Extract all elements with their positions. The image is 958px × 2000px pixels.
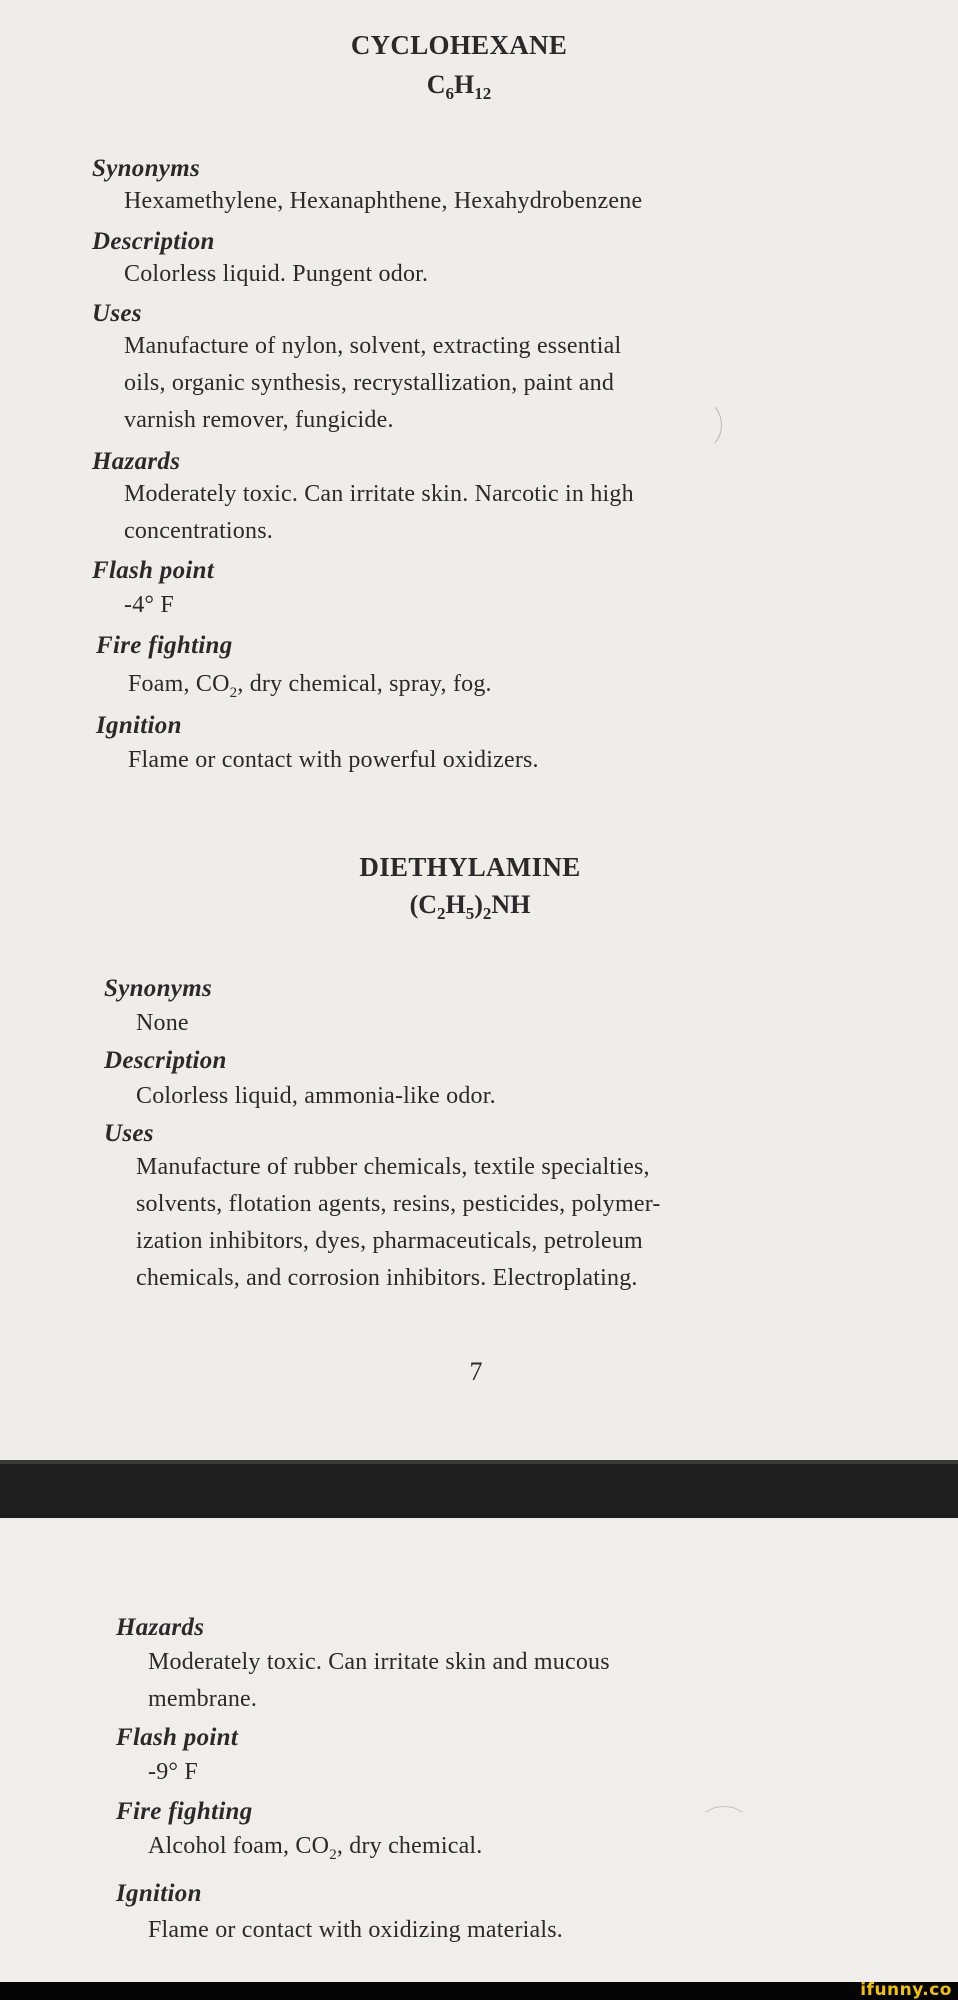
fire-fighting-text: Alcohol foam, $CO_2$, dry chemical.	[148, 1833, 483, 1863]
ignition-heading: Ignition	[116, 1880, 202, 1907]
hazards-heading: Hazards	[116, 1614, 205, 1641]
synonyms-text: Hexamethylene, Hexanaphthene, Hexahydrobenzene	[124, 188, 643, 214]
flash-point-value: -4° F	[124, 592, 174, 618]
description-text: Colorless liquid, ammonia-like odor.	[136, 1083, 496, 1109]
synonyms-text: None	[136, 1010, 189, 1036]
flash-point-value: -9° F	[148, 1759, 198, 1785]
scan-artifact	[680, 400, 722, 450]
site-watermark: ifunny.co	[860, 1980, 952, 2000]
uses-heading: Uses	[92, 300, 142, 327]
compound-title: CYCLOHEXANE	[350, 30, 568, 60]
page-bottom	[0, 1518, 958, 1982]
ignition-text: Flame or contact with powerful oxidizers.	[128, 747, 539, 773]
uses-text: Manufacture of rubber chemicals, textile specialties, solvents, flotation agents, resins, pesticides, polymer- ization inhibitors, dyes, pharmaceuticals, petroleum chemicals, and corrosion inhibitors. Electroplating.	[136, 1154, 661, 1291]
synonyms-heading: Synonyms	[92, 155, 200, 182]
page-divider	[0, 1460, 958, 1518]
compound-title: DIETHYLAMINE	[359, 852, 581, 882]
fire-fighting-heading: Fire fighting	[116, 1798, 253, 1825]
uses-text: Manufacture of nylon, solvent, extracting essential oils, organic synthesis, recrystallization, paint and varnish remover, fungicide.	[124, 333, 622, 433]
ignition-text: Flame or contact with oxidizing materials.	[148, 1917, 563, 1943]
page-number: 7	[469, 1357, 483, 1386]
description-heading: Description	[92, 228, 215, 255]
description-text: Colorless liquid. Pungent odor.	[124, 261, 429, 287]
uses-heading: Uses	[104, 1120, 154, 1147]
flash-point-heading: Flash point	[116, 1724, 239, 1751]
hazards-text: Moderately toxic. Can irritate skin. Narcotic in high concentrations.	[124, 481, 634, 544]
chemical-formula: $C_6H_{12}$	[426, 70, 492, 104]
flash-point-heading: Flash point	[92, 557, 215, 584]
footer-bar	[0, 1982, 958, 2000]
scan-artifact	[700, 1806, 748, 1838]
fire-fighting-text: Foam, $CO_2$, dry chemical, spray, fog.	[128, 671, 492, 701]
ignition-heading: Ignition	[96, 712, 182, 739]
description-heading: Description	[104, 1047, 227, 1074]
chemical-formula: $(C_2H_5)_2NH$	[409, 890, 531, 924]
synonyms-heading: Synonyms	[104, 975, 212, 1002]
fire-fighting-heading: Fire fighting	[96, 632, 233, 659]
hazards-heading: Hazards	[92, 448, 181, 475]
hazards-text: Moderately toxic. Can irritate skin and mucous membrane.	[148, 1649, 610, 1712]
